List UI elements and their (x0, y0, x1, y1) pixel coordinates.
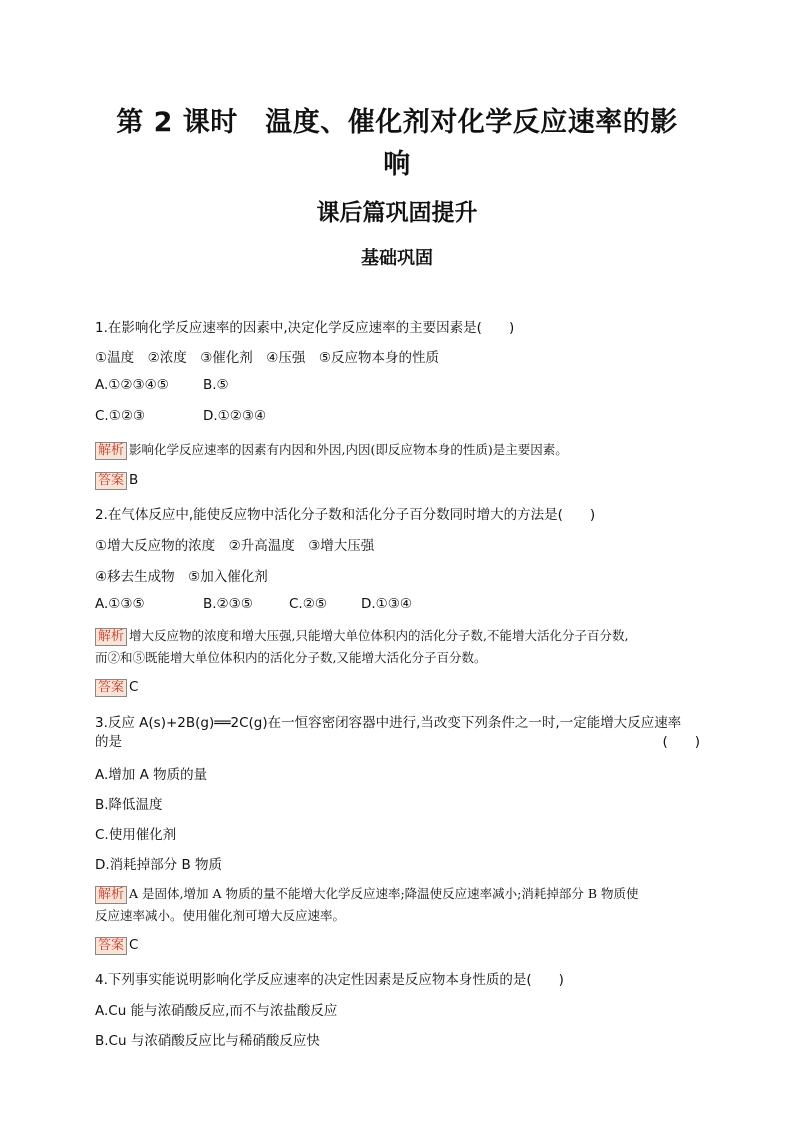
question-2-stem: 2.在气体反应中,能使反应物中活化分子数和活化分子百分数同时增大的方法是( ) (95, 507, 596, 523)
question-2-analysis-text-1: 增大反应物的浓度和增大压强,只能增大单位体积内的活化分子数,不能增大活化分子百分数, (129, 628, 629, 643)
question-2-items-row-1: ①增大反应物的浓度 ②升高温度 ③增大压强 (95, 538, 375, 554)
question-2-answer-value: C (129, 679, 139, 695)
section-heading: 基础巩固 (361, 248, 433, 269)
question-3-analysis-line-2: 反应速率减小。使用催化剂可增大反应速率。 (95, 908, 346, 923)
question-3-option-b: B.降低温度 (95, 797, 163, 813)
question-1-option-b: B.⑤ (203, 377, 229, 393)
question-2-options (95, 596, 700, 612)
question-2-analysis-line-2: 而②和⑤既能增大单位体积内的活化分子数,又能增大活化分子百分数。 (95, 650, 487, 665)
question-3-option-a: A.增加 A 物质的量 (95, 767, 208, 783)
question-4-option-a: A.Cu 能与浓硝酸反应,而不与浓盐酸反应 (95, 1003, 338, 1019)
analysis-label: 解析 (95, 442, 127, 460)
question-1-analysis (95, 440, 700, 460)
analysis-label: 解析 (95, 628, 127, 646)
question-2-items-row-2: ④移去生成物 ⑤加入催化剂 (95, 569, 268, 585)
question-3-analysis-text-1: A 是固体,增加 A 物质的量不能增大化学反应速率;降温使反应速率减小;消耗掉部分 B 物质使 (129, 886, 639, 901)
question-3-stem-line-2 (95, 730, 700, 750)
question-3-stem-end: 的是 (95, 734, 122, 750)
question-2-option-c: C.②⑤ (289, 596, 327, 612)
page-title-line-2: 响 (383, 149, 411, 180)
question-1-answer-value: B (129, 472, 139, 488)
page-title-line-1: 第 2 课时 温度、催化剂对化学反应速率的影 (116, 107, 678, 138)
answer-label: 答案 (95, 937, 127, 955)
analysis-label: 解析 (95, 886, 127, 904)
question-1-analysis-text: 影响化学反应速率的因素有内因和外因,内因(即反应物本身的性质)是主要因素。 (129, 442, 568, 457)
question-2-answer (95, 679, 700, 697)
question-2-option-a: A.①③⑤ (95, 596, 145, 612)
question-2-option-b: B.②③⑤ (203, 596, 253, 612)
question-2-option-d: D.①③④ (361, 596, 412, 612)
question-1-option-a: A.①②③④⑤ (95, 377, 169, 393)
question-3-analysis-line-1 (95, 884, 700, 904)
question-3-answer-paren: ( ) (662, 734, 700, 750)
question-1-items: ①温度 ②浓度 ③催化剂 ④压强 ⑤反应物本身的性质 (95, 350, 440, 366)
question-3-option-d: D.消耗掉部分 B 物质 (95, 857, 223, 873)
question-3-answer-value: C (129, 937, 139, 953)
question-1-option-c: C.①②③ (95, 408, 146, 424)
question-1-answer (95, 472, 700, 490)
question-3-option-c: C.使用催化剂 (95, 827, 177, 843)
answer-label: 答案 (95, 472, 127, 490)
question-3-answer (95, 937, 700, 955)
question-1-stem: 1.在影响化学反应速率的因素中,决定化学反应速率的主要因素是( ) (95, 320, 515, 336)
question-4-option-b: B.Cu 与浓硝酸反应比与稀硝酸反应快 (95, 1033, 320, 1049)
question-1-options-row-2 (95, 408, 700, 424)
question-4-stem: 4.下列事实能说明影响化学反应速率的决定性因素是反应物本身性质的是( ) (95, 972, 564, 988)
page-subtitle: 课后篇巩固提升 (316, 200, 478, 226)
question-1-option-d: D.①②③④ (203, 408, 267, 424)
answer-label: 答案 (95, 679, 127, 697)
question-3-stem-line-1: 3.反应 A(s)+2B(g)══2C(g)在一恒容密闭容器中进行,当改变下列条件之一时,一定能增大反应速率 (95, 715, 682, 731)
question-1-options-row-1 (95, 377, 700, 393)
question-2-analysis-line-1 (95, 626, 700, 646)
